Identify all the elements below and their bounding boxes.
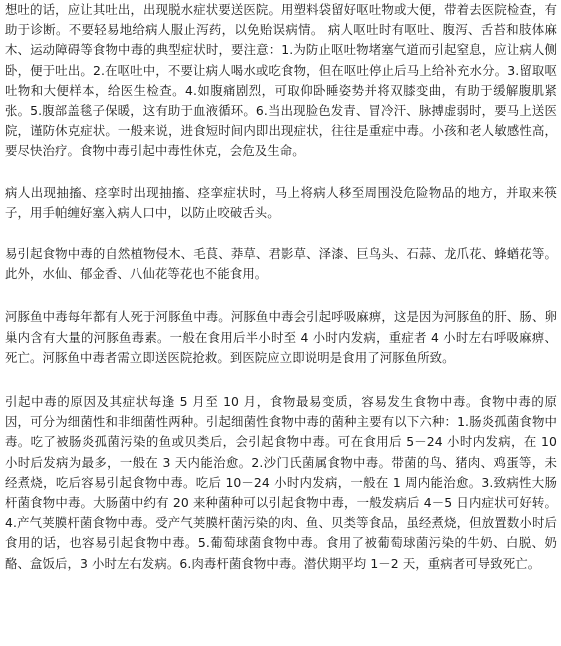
- paragraph-toxic-plants: 易引起食物中毒的自然植物侵木、毛茛、莽草、君影草、泽漆、巨鸟头、石蒜、龙爪花、蜂蝤花等。此外，水仙、郁金香、八仙花等花也不能食用。: [5, 246, 557, 282]
- paragraph-spacer: [5, 162, 557, 183]
- paragraph-pufferfish-poisoning: 河豚鱼中毒每年都有人死于河豚鱼中毒。河豚鱼中毒会引起呼吸麻痹，这是因为河豚鱼的肝、肠、卵巢内含有大量的河豚鱼毒素。一般在食用后半小时至 4 小时内发病，重症者 4 小时左右呼吸麻痹、死亡。河豚鱼中毒者需立即送医院抢救。到医院应立即说明是食用了河豚鱼所致。: [5, 309, 557, 365]
- paragraph-convulsion-care: 病人出现抽搐、痉挛时出现抽搐、痉挛症状时，马上将病人移至周围没危险物品的地方，并取来筷子，用手帕缠好塞入病人口中，以防止咬破舌头。: [5, 184, 557, 220]
- paragraph-vomiting-care: 想吐的话，应让其吐出，出现脱水症状要送医院。用塑料袋留好呕吐物或大便，带着去医院检查，有助于诊断。不要轻易地给病人服止泻药，以免贻误病情。 病人呕吐时有呕吐、腹泻、舌苔和肢体麻木、运动障碍等食物中毒的典型症状时，要注意：1.为防止呕吐物堵塞气道而引起窒息，应让病人侧卧，便于吐出。2.在呕吐中，不要让病人喝水或吃食物，但在呕吐停止后马上给补充水分。3.留取呕吐物和大便样本，给医生检查。4.如腹痛剧烈，可取仰卧睡姿势并将双膝变曲，有助于缓解腹肌紧张。5.腹部盖毯子保暖，这有助于血液循环。6.当出现脸色发青、冒冷汗、脉搏虚弱时，要马上送医院，谨防休克症状。一般来说，进食短时间内即出现症状，往往是重症中毒。小孩和老人敏感性高，要尽快治疗。食物中毒引起中毒性休克，会危及生命。: [5, 2, 557, 159]
- paragraph-causes-and-symptoms: 引起中毒的原因及其症状每逢 5 月至 10 月，食物最易变质，容易发生食物中毒。食物中毒的原因，可分为细菌性和非细菌性两种。引起细菌性食物中毒的菌种主要有以下六种：1.肠炎孤菌食物中毒。吃了被肠炎孤菌污染的鱼或贝类后，会引起食物中毒。可在食用后 5－24 小时内发病，在 10 小时后发病为最多，一般在 3 天内能治愈。2.沙门氏菌属食物中毒。带菌的鸟、猪肉、鸡蛋等，未经煮烧，吃后容易引起食物中毒。吃后 10－24 小时内发病，一般在 1 周内能治愈。3.致病性大肠杆菌食物中毒。大肠菌中约有 20 来种菌种可以引起食物中毒，一般发病后 4－5 日内症状可好转。4.产气荚膜杆菌食物中毒。受产气荚膜杆菌污染的肉、鱼、贝类等食品，虽经煮烧，但放置数小时后食用的话，也容易引起食物中毒。5.葡萄球菌食物中毒。食用了被葡萄球菌污染的牛奶、白脱、奶酪、盒饭后，3 小时左右发病。6.肉毒杆菌食物中毒。潜伏期平均 1－2 天，重病者可导致死亡。: [5, 394, 557, 571]
- paragraph-spacer: [5, 223, 557, 244]
- article-body: [5, 0, 557, 574]
- paragraph-spacer: [5, 368, 557, 392]
- paragraph-spacer: [5, 284, 557, 307]
